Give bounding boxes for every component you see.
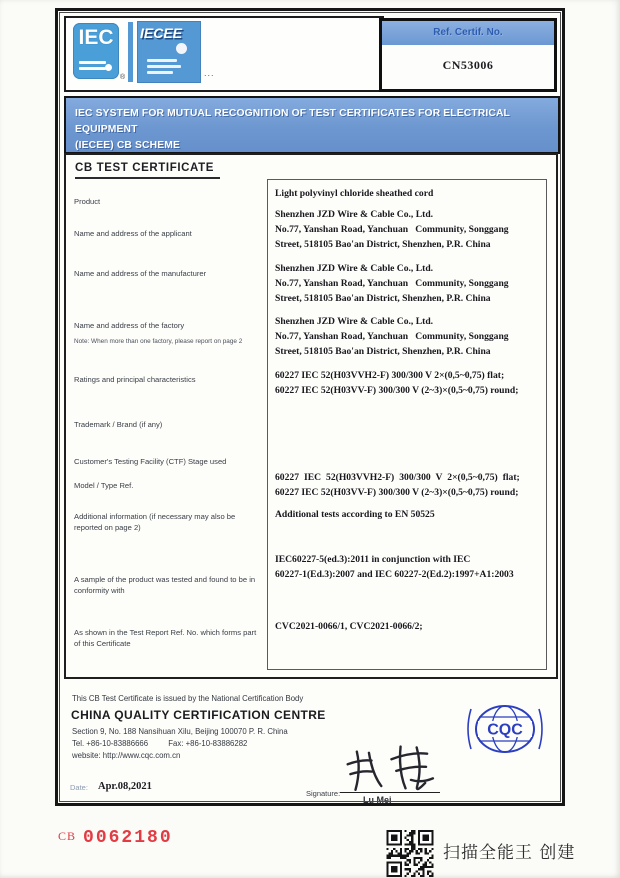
logo-divider bbox=[128, 22, 133, 82]
logo-dots: ... bbox=[204, 68, 215, 78]
cb-stamp-number: 0062180 bbox=[83, 828, 173, 848]
value-factory: Shenzhen JZD Wire & Cable Co., Ltd. No.77, Yanshan Road, Yanchuan Community, Songgang Street, 518105 Bao'an District, Shenzhen, P.R. China bbox=[275, 316, 509, 357]
iecee-figure-icon bbox=[176, 43, 187, 54]
label-model: Model / Type Ref. bbox=[74, 481, 134, 490]
iec-logo-bars bbox=[79, 58, 113, 70]
value-test-report: CVC2021-0066/1, CVC2021-0066/2; bbox=[275, 621, 423, 632]
logos-box bbox=[64, 16, 384, 92]
signature-line bbox=[340, 792, 440, 793]
camscanner-note: 扫描全能王 创建 bbox=[443, 843, 576, 863]
scheme-banner bbox=[64, 96, 560, 154]
ref-certif-label: Ref. Certif. No. bbox=[382, 21, 554, 45]
certificate-title: CB TEST CERTIFICATE bbox=[75, 162, 220, 179]
value-product: Light polyvinyl chloride sheathed cord bbox=[275, 188, 434, 199]
svg-text:CQC: CQC bbox=[487, 721, 523, 739]
value-applicant: Shenzhen JZD Wire & Cable Co., Ltd. No.77, Yanshan Road, Yanchuan Community, Songgang Street, 518105 Bao'an District, Shenzhen, P.R. China bbox=[275, 209, 509, 250]
label-manufacturer: Name and address of the manufacturer bbox=[74, 269, 207, 278]
value-conformity: IEC60227-5(ed.3):2011 in conjunction with IEC 60227-1(Ed.3):2007 and IEC 60227-2(Ed.2):1997+A1:2003 bbox=[275, 554, 514, 580]
issued-by-statement: This CB Test Certificate is issued by the National Certification Body bbox=[72, 694, 304, 703]
label-additional: Additional information (if necessary may also be reported on page 2) bbox=[74, 512, 236, 532]
fax: Fax: +86-10-83886282 bbox=[168, 739, 248, 748]
ref-certif-number: CN53006 bbox=[442, 58, 494, 72]
value-ratings: 60227 IEC 52(H03VVH2-F) 300/300 V 2×(0,5~0,75) flat; 60227 IEC 52(H03VV-F) 300/300 V (2~3)×(0,5~0,75) round; bbox=[275, 370, 519, 396]
signature-label: Signature: bbox=[306, 789, 341, 798]
issuing-body-website: website: http://www.cqc.com.cn bbox=[72, 751, 181, 760]
iecee-logo bbox=[137, 21, 201, 83]
label-ctf: Customer's Testing Facility (CTF) Stage used bbox=[74, 457, 227, 466]
iecee-logo-text: IECEE bbox=[140, 25, 183, 41]
issuing-body-telfax bbox=[72, 739, 247, 748]
date-label: Date: bbox=[70, 783, 88, 792]
certificate-frame bbox=[55, 8, 565, 806]
banner-line2: (IECEE) CB SCHEME bbox=[75, 139, 180, 151]
note-factory: Note: When more than one factory, please report on page 2 bbox=[74, 338, 243, 345]
label-product: Product bbox=[74, 197, 101, 206]
issuing-body-address: Section 9, No. 188 Nansihuan Xilu, Beijing 100070 P. R. China bbox=[72, 727, 288, 736]
tel: Tel. +86-10-83886666 bbox=[72, 739, 149, 748]
banner-line1: IEC SYSTEM FOR MUTUAL RECOGNITION OF TEST CERTIFICATES FOR ELECTRICAL EQUIPMENT bbox=[75, 108, 510, 135]
label-trademark: Trademark / Brand (if any) bbox=[74, 420, 163, 429]
value-manufacturer: Shenzhen JZD Wire & Cable Co., Ltd. No.77, Yanshan Road, Yanchuan Community, Songgang Street, 518105 Bao'an District, Shenzhen, P.R. China bbox=[275, 263, 509, 304]
signatory-name: Lu Mei bbox=[363, 795, 392, 805]
iec-logo-text: IEC bbox=[78, 26, 114, 49]
value-additional: Additional tests according to EN 50525 bbox=[275, 509, 435, 520]
label-test-report: As shown in the Test Report Ref. No. which forms part of this Certificate bbox=[74, 628, 257, 648]
value-box bbox=[267, 179, 547, 670]
signature-handwriting bbox=[340, 741, 450, 793]
ref-certif-box bbox=[379, 18, 557, 92]
label-ratings: Ratings and principal characteristics bbox=[74, 375, 196, 384]
label-factory: Name and address of the factory bbox=[74, 321, 185, 330]
cb-stamp-prefix: CB bbox=[58, 829, 77, 843]
issuing-body-name: CHINA QUALITY CERTIFICATION CENTRE bbox=[71, 708, 326, 722]
label-applicant: Name and address of the applicant bbox=[74, 229, 192, 238]
date-value: Apr.08,2021 bbox=[98, 781, 152, 792]
label-conformity: A sample of the product was tested and found to be in conformity with bbox=[74, 575, 256, 595]
cqc-logo bbox=[463, 697, 547, 761]
cb-number-stamp bbox=[58, 828, 173, 848]
certificate-body bbox=[64, 153, 558, 679]
value-model: 60227 IEC 52(H03VVH2-F) 300/300 V 2×(0,5~0,75) flat; 60227 IEC 52(H03VV-F) 300/300 V (2~3)×(0,5~0,75) round; bbox=[275, 472, 520, 498]
iec-logo bbox=[73, 23, 119, 79]
registered-mark: ® bbox=[120, 74, 126, 81]
qr-code bbox=[384, 830, 436, 877]
